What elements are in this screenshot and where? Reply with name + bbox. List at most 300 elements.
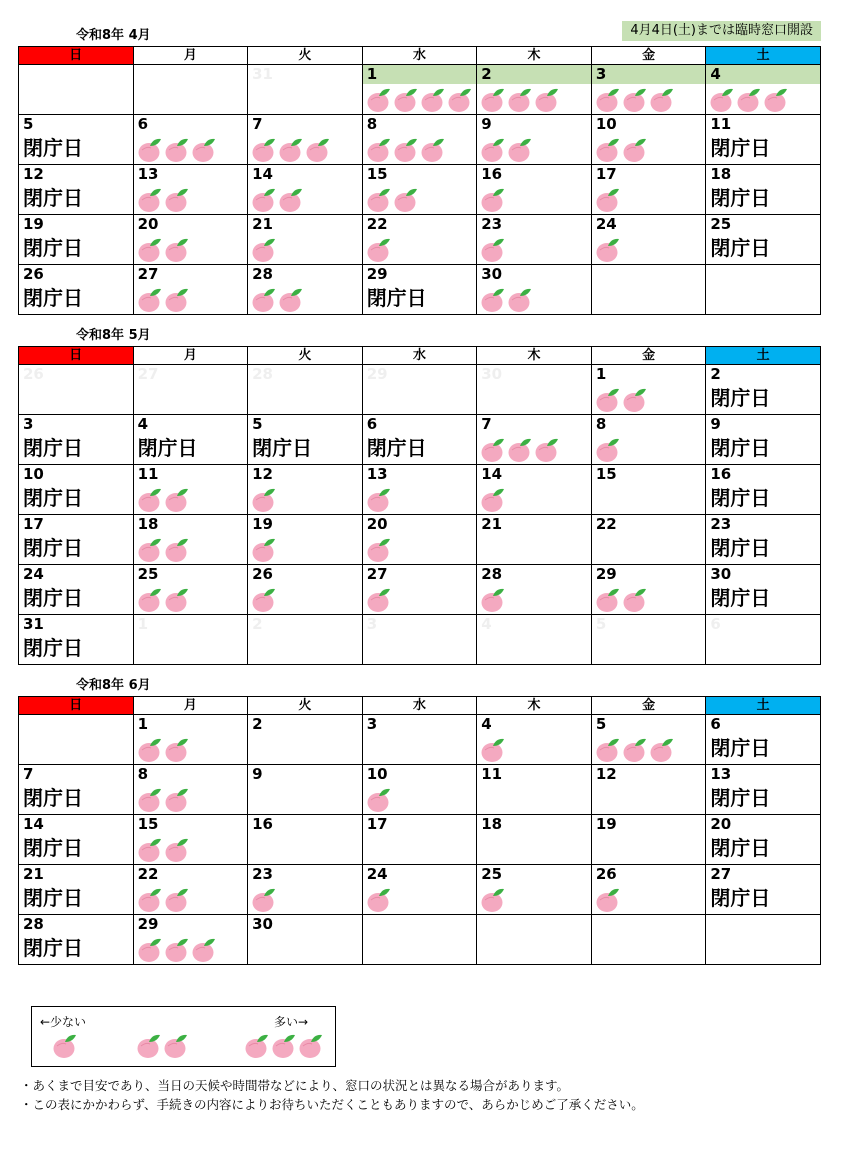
week-row: [19, 465, 821, 515]
day-cell: [362, 115, 477, 165]
crowd-legend: [31, 1006, 336, 1067]
calendar-table: [18, 346, 821, 665]
week-row: [19, 715, 821, 765]
day-number: 19: [23, 215, 44, 233]
day-cell: [362, 165, 477, 215]
day-cell: [248, 65, 363, 115]
crowd-level: [366, 537, 393, 563]
day-cell: [248, 115, 363, 165]
weekday-header: 金: [591, 347, 706, 365]
crowd-level: [595, 437, 622, 463]
peach-icon: [480, 887, 506, 913]
weekday-header-row: [19, 347, 821, 365]
closed-day-label: 閉庁日: [23, 636, 83, 660]
day-cell: [706, 865, 821, 915]
peach-icon: [164, 837, 190, 863]
weekday-header: 土: [706, 697, 821, 715]
week-row: [19, 765, 821, 815]
day-cell: [706, 65, 821, 115]
day-number: 3: [366, 715, 378, 733]
day-number: 6: [137, 115, 148, 133]
closed-day-label: 閉庁日: [23, 886, 83, 910]
peach-icon: [366, 887, 392, 913]
day-cell: [591, 165, 706, 215]
crowd-level: [137, 837, 191, 863]
day-number: 21: [252, 215, 273, 233]
peach-icon: [251, 887, 277, 913]
day-cell: [248, 815, 363, 865]
footnote: ・この表にかかわらず、手続きの内容によりお待ちいただくこともありますので、あらかじめご了承ください。: [20, 1097, 644, 1112]
closed-day-label: 閉庁日: [23, 586, 83, 610]
crowd-level: [595, 187, 622, 213]
peach-icon: [622, 587, 648, 613]
peach-icon: [366, 137, 392, 163]
peach-icon: [164, 137, 190, 163]
peach-icon: [278, 187, 304, 213]
week-row: [19, 65, 821, 115]
peach-icon: [763, 87, 789, 113]
day-cell: [133, 265, 248, 315]
peach-icon: [709, 87, 735, 113]
peach-icon: [244, 1033, 270, 1059]
day-cell: [248, 615, 363, 665]
day-number: 25: [710, 215, 732, 233]
day-number: 1: [595, 365, 607, 383]
crowd-level: [366, 87, 474, 113]
day-number: 5: [595, 615, 607, 633]
crowd-level: [480, 587, 507, 613]
peach-icon: [164, 537, 190, 563]
day-cell: [477, 515, 592, 565]
peach-icon: [480, 487, 506, 513]
day-number: 17: [595, 165, 617, 183]
closed-day-label: 閉庁日: [23, 186, 83, 210]
day-cell: [19, 365, 134, 415]
temporary-window-highlight: [363, 65, 477, 84]
day-cell: [591, 265, 706, 315]
footnotes: [20, 1076, 644, 1114]
crowd-level: [137, 787, 191, 813]
day-number: 6: [710, 715, 721, 733]
peach-icon: [480, 287, 506, 313]
peach-icon: [534, 87, 560, 113]
day-number: 27: [137, 365, 159, 383]
peach-icon: [298, 1033, 324, 1059]
day-number: 2: [481, 65, 492, 83]
day-cell: [477, 215, 592, 265]
closed-day-label: 閉庁日: [366, 436, 427, 460]
crowd-level: [137, 137, 218, 163]
week-row: [19, 165, 821, 215]
day-number: 7: [23, 765, 34, 783]
closed-day-label: 閉庁日: [710, 786, 771, 810]
closed-day-label: 閉庁日: [710, 736, 771, 760]
temporary-window-highlight: [706, 65, 820, 84]
peach-icon: [393, 187, 419, 213]
crowd-level: [366, 587, 393, 613]
day-cell: [706, 815, 821, 865]
weekday-header: 火: [248, 47, 363, 65]
peach-icon: [251, 137, 277, 163]
closed-day-label: 閉庁日: [23, 236, 83, 260]
crowd-level: [480, 437, 561, 463]
day-cell: [591, 915, 706, 965]
peach-icon: [507, 137, 533, 163]
peach-icon: [164, 787, 190, 813]
crowd-level: [251, 487, 278, 513]
weekday-header-row: [19, 47, 821, 65]
peach-icon: [393, 137, 419, 163]
peach-icon: [137, 587, 163, 613]
day-number: 2: [710, 365, 721, 383]
peach-icon: [595, 237, 621, 263]
day-number: 31: [23, 615, 44, 633]
peach-icon: [366, 87, 392, 113]
peach-icon: [137, 187, 163, 213]
day-number: 14: [252, 165, 273, 183]
day-number: 1: [366, 65, 378, 83]
day-number: 8: [595, 415, 607, 433]
day-number: 3: [23, 415, 34, 433]
day-number: 31: [252, 65, 273, 83]
crowd-level: [595, 587, 649, 613]
month-title: 令和8年 4月: [76, 28, 151, 43]
day-number: 25: [481, 865, 503, 883]
day-number: 24: [595, 215, 617, 233]
day-cell: [477, 715, 592, 765]
day-number: 26: [23, 265, 44, 283]
day-cell: [19, 165, 134, 215]
calendar-june: [18, 674, 821, 966]
peach-icon: [164, 287, 190, 313]
day-number: 15: [137, 815, 159, 833]
crowd-level: [480, 237, 507, 263]
day-cell: [477, 765, 592, 815]
day-cell: [706, 115, 821, 165]
day-cell: [591, 115, 706, 165]
closed-day-label: 閉庁日: [23, 786, 83, 810]
day-cell: [19, 615, 134, 665]
day-cell: [477, 815, 592, 865]
day-cell: [248, 465, 363, 515]
crowd-level: [137, 887, 191, 913]
day-cell: [477, 915, 592, 965]
closed-day-label: 閉庁日: [23, 436, 83, 460]
day-number: 23: [481, 215, 503, 233]
crowd-level: [595, 387, 649, 413]
closed-day-label: 閉庁日: [710, 436, 771, 460]
day-number: 6: [710, 615, 721, 633]
peach-icon: [164, 187, 190, 213]
peach-icon: [595, 587, 621, 613]
day-number: 9: [710, 415, 721, 433]
crowd-level: [137, 737, 191, 763]
peach-icon: [366, 187, 392, 213]
crowd-level: [480, 87, 561, 113]
peach-icon: [366, 587, 392, 613]
day-number: 12: [23, 165, 44, 183]
weekday-header: 日: [19, 47, 134, 65]
day-number: 16: [252, 815, 273, 833]
peach-icon: [507, 87, 533, 113]
weekday-header: 月: [133, 347, 248, 365]
weekday-header: 土: [706, 47, 821, 65]
closed-day-label: 閉庁日: [710, 486, 771, 510]
day-cell: [477, 615, 592, 665]
day-number: 23: [710, 515, 732, 533]
day-number: 9: [481, 115, 492, 133]
closed-day-label: 閉庁日: [23, 536, 83, 560]
day-number: 5: [595, 715, 607, 733]
peach-icon: [366, 787, 392, 813]
weekday-header: 金: [591, 697, 706, 715]
peach-icon: [251, 187, 277, 213]
peach-icon: [251, 537, 277, 563]
day-cell: [133, 815, 248, 865]
week-row: [19, 115, 821, 165]
day-cell: [477, 465, 592, 515]
peach-icon: [622, 387, 648, 413]
day-number: 26: [595, 865, 617, 883]
peach-icon: [164, 737, 190, 763]
closed-day-label: 閉庁日: [710, 386, 771, 410]
day-cell: [133, 65, 248, 115]
closed-day-label: 閉庁日: [710, 886, 771, 910]
closed-day-label: 閉庁日: [710, 836, 771, 860]
legend-level-2: [136, 1033, 190, 1061]
peach-icon: [622, 737, 648, 763]
calendar-april: [18, 24, 821, 316]
peach-icon: [366, 537, 392, 563]
day-cell: [477, 365, 592, 415]
day-cell: [248, 415, 363, 465]
day-cell: [477, 415, 592, 465]
day-cell: [19, 765, 134, 815]
crowd-level: [595, 887, 622, 913]
day-number: 22: [366, 215, 388, 233]
peach-icon: [507, 287, 533, 313]
day-number: 23: [252, 865, 273, 883]
day-number: 10: [366, 765, 388, 783]
day-number: 27: [366, 565, 388, 583]
day-cell: [706, 915, 821, 965]
day-cell: [248, 765, 363, 815]
day-number: 28: [252, 265, 273, 283]
day-number: 19: [252, 515, 273, 533]
peach-icon: [480, 137, 506, 163]
day-number: 11: [137, 465, 159, 483]
day-number: 28: [252, 365, 273, 383]
day-number: 20: [710, 815, 732, 833]
day-number: 29: [366, 265, 388, 283]
week-row: [19, 265, 821, 315]
crowd-level: [137, 487, 191, 513]
peach-icon: [164, 487, 190, 513]
day-number: 26: [252, 565, 273, 583]
day-number: 10: [23, 465, 44, 483]
day-number: 1: [137, 615, 148, 633]
day-number: 8: [366, 115, 378, 133]
day-cell: [248, 165, 363, 215]
day-cell: [362, 465, 477, 515]
peach-icon: [191, 137, 217, 163]
day-cell: [591, 365, 706, 415]
peach-icon: [595, 737, 621, 763]
legend-less-label: ←少ない: [40, 1015, 87, 1029]
crowd-level: [137, 237, 191, 263]
day-number: 7: [481, 415, 492, 433]
day-cell: [362, 365, 477, 415]
day-number: 24: [23, 565, 44, 583]
peach-icon: [595, 437, 621, 463]
day-number: 24: [366, 865, 388, 883]
day-number: 30: [710, 565, 732, 583]
peach-icon: [366, 487, 392, 513]
crowd-level: [480, 887, 507, 913]
crowd-level: [595, 137, 649, 163]
peach-icon: [595, 187, 621, 213]
peach-icon: [137, 887, 163, 913]
footnote: ・あくまで目安であり、当日の天候や時間帯などにより、窓口の状況とは異なる場合があります。: [20, 1078, 570, 1093]
closed-day-label: 閉庁日: [23, 286, 83, 310]
crowd-level: [251, 187, 305, 213]
day-number: 12: [252, 465, 273, 483]
week-row: [19, 415, 821, 465]
week-row: [19, 615, 821, 665]
peach-icon: [305, 137, 331, 163]
day-number: 14: [481, 465, 503, 483]
day-number: 26: [23, 365, 44, 383]
peach-icon: [137, 537, 163, 563]
peach-icon: [137, 937, 163, 963]
weekday-header: 火: [248, 347, 363, 365]
day-cell: [477, 165, 592, 215]
crowd-level: [595, 737, 676, 763]
week-row: [19, 915, 821, 965]
day-cell: [19, 265, 134, 315]
crowd-level: [137, 537, 191, 563]
crowd-level: [480, 137, 534, 163]
day-cell: [248, 515, 363, 565]
day-cell: [706, 265, 821, 315]
day-cell: [19, 465, 134, 515]
day-number: 9: [252, 765, 263, 783]
day-cell: [248, 565, 363, 615]
day-number: 17: [366, 815, 388, 833]
closed-day-label: 閉庁日: [23, 836, 83, 860]
day-cell: [591, 715, 706, 765]
peach-icon: [420, 87, 446, 113]
day-number: 29: [366, 365, 388, 383]
weekday-header: 日: [19, 697, 134, 715]
day-cell: [133, 415, 248, 465]
peach-icon: [595, 137, 621, 163]
day-cell: [133, 615, 248, 665]
week-row: [19, 815, 821, 865]
day-cell: [19, 65, 134, 115]
day-number: 30: [252, 915, 273, 933]
peach-icon: [251, 287, 277, 313]
week-row: [19, 365, 821, 415]
day-cell: [133, 215, 248, 265]
day-cell: [133, 565, 248, 615]
day-cell: [362, 415, 477, 465]
peach-icon: [164, 587, 190, 613]
crowd-level: [480, 487, 507, 513]
peach-icon: [507, 437, 533, 463]
day-cell: [362, 515, 477, 565]
peach-icon: [137, 137, 163, 163]
day-cell: [706, 615, 821, 665]
weekday-header: 水: [362, 697, 477, 715]
weekday-header: 木: [477, 347, 592, 365]
crowd-level: [595, 87, 676, 113]
peach-icon: [480, 87, 506, 113]
day-cell: [133, 715, 248, 765]
day-cell: [591, 65, 706, 115]
day-number: 2: [252, 615, 263, 633]
closed-day-label: 閉庁日: [710, 536, 771, 560]
day-number: 10: [595, 115, 617, 133]
crowd-level: [251, 887, 278, 913]
calendar-table: [18, 696, 821, 965]
closed-day-label: 閉庁日: [252, 436, 313, 460]
weekday-header: 月: [133, 47, 248, 65]
day-cell: [362, 215, 477, 265]
month-title: 令和8年 6月: [76, 678, 151, 693]
day-cell: [362, 865, 477, 915]
weekday-header: 月: [133, 697, 248, 715]
temporary-window-notice: 4月4日(土)までは臨時窓口開設: [622, 21, 821, 41]
week-row: [19, 215, 821, 265]
peach-icon: [366, 237, 392, 263]
day-number: 20: [366, 515, 388, 533]
day-number: 22: [137, 865, 159, 883]
crowd-level: [366, 187, 420, 213]
day-cell: [133, 465, 248, 515]
weekday-header: 火: [248, 697, 363, 715]
day-cell: [248, 915, 363, 965]
peach-icon: [251, 487, 277, 513]
peach-icon: [137, 787, 163, 813]
day-number: 16: [481, 165, 503, 183]
closed-day-label: 閉庁日: [710, 586, 771, 610]
crowd-level: [251, 237, 278, 263]
day-number: 6: [366, 415, 378, 433]
day-cell: [133, 165, 248, 215]
peach-icon: [420, 137, 446, 163]
crowd-level: [251, 537, 278, 563]
crowd-level: [137, 587, 191, 613]
day-cell: [477, 565, 592, 615]
day-cell: [591, 215, 706, 265]
day-number: 18: [481, 815, 503, 833]
peach-icon: [251, 237, 277, 263]
day-cell: [362, 815, 477, 865]
day-cell: [477, 265, 592, 315]
day-cell: [591, 415, 706, 465]
day-cell: [362, 565, 477, 615]
peach-icon: [595, 87, 621, 113]
peach-icon: [480, 737, 506, 763]
closed-day-label: 閉庁日: [137, 436, 198, 460]
peach-icon: [649, 737, 675, 763]
day-number: 4: [481, 615, 492, 633]
day-cell: [591, 765, 706, 815]
peach-icon: [137, 487, 163, 513]
day-number: 4: [137, 415, 148, 433]
day-number: 3: [595, 65, 607, 83]
